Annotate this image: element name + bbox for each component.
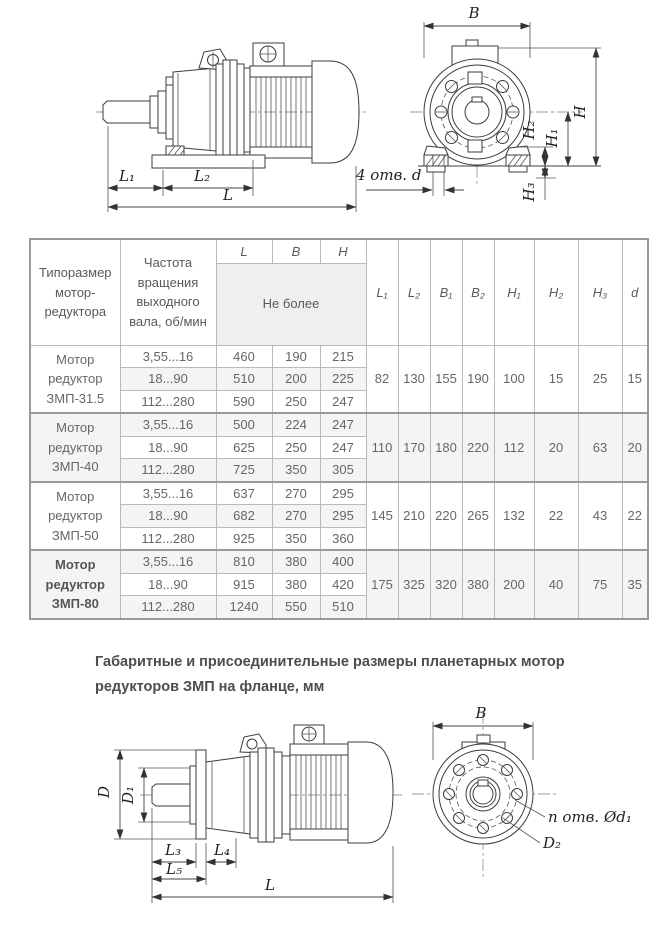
h-cell: 400 bbox=[320, 550, 366, 573]
l-cell: 915 bbox=[216, 573, 272, 596]
l-cell: 925 bbox=[216, 527, 272, 550]
dim-value-cell: 380 bbox=[462, 550, 494, 619]
dim-value-cell: 325 bbox=[398, 550, 430, 619]
h-cell: 225 bbox=[320, 368, 366, 391]
header-b: B bbox=[272, 239, 320, 263]
dim-label-h: H bbox=[571, 105, 589, 119]
header-typesize: Типоразмер мотор-редуктора bbox=[30, 239, 120, 345]
dim-value-cell: 100 bbox=[494, 345, 534, 413]
speed-cell: 112...280 bbox=[120, 527, 216, 550]
b-cell: 270 bbox=[272, 505, 320, 528]
h-cell: 295 bbox=[320, 505, 366, 528]
header-b1: B₁ bbox=[430, 239, 462, 345]
b-cell: 250 bbox=[272, 390, 320, 413]
l-cell: 500 bbox=[216, 413, 272, 436]
dim-label-h3: H₃ bbox=[520, 182, 538, 202]
header-not-more: Не более bbox=[216, 263, 366, 345]
header-h3: H₃ bbox=[578, 239, 622, 345]
group-label: Мотор редуктор ЗМП-40 bbox=[30, 413, 120, 482]
speed-cell: 112...280 bbox=[120, 390, 216, 413]
speed-cell: 3,55...16 bbox=[120, 550, 216, 573]
dim-value-cell: 63 bbox=[578, 413, 622, 482]
b-cell: 350 bbox=[272, 527, 320, 550]
header-h1: H₁ bbox=[494, 239, 534, 345]
dim-value-cell: 75 bbox=[578, 550, 622, 619]
group-label: Мотор редуктор ЗМП-80 bbox=[30, 550, 120, 619]
dim-value-cell: 20 bbox=[622, 413, 648, 482]
dim-label-d1: D₁ bbox=[119, 785, 137, 805]
header-d: d bbox=[622, 239, 648, 345]
dim-label-l1: L₁ bbox=[119, 167, 135, 185]
header-h2: H₂ bbox=[534, 239, 578, 345]
speed-cell: 3,55...16 bbox=[120, 413, 216, 436]
dim-label-b: B bbox=[468, 4, 480, 22]
dim-value-cell: 220 bbox=[462, 413, 494, 482]
b-cell: 224 bbox=[272, 413, 320, 436]
dim-value-cell: 22 bbox=[534, 482, 578, 551]
speed-cell: 18...90 bbox=[120, 436, 216, 459]
b-cell: 380 bbox=[272, 550, 320, 573]
dim-value-cell: 112 bbox=[494, 413, 534, 482]
l-cell: 625 bbox=[216, 436, 272, 459]
dim-label-l4: L₄ bbox=[214, 841, 230, 859]
dim-value-cell: 200 bbox=[494, 550, 534, 619]
h-cell: 247 bbox=[320, 413, 366, 436]
dim-value-cell: 43 bbox=[578, 482, 622, 551]
speed-cell: 112...280 bbox=[120, 596, 216, 619]
b-cell: 550 bbox=[272, 596, 320, 619]
h-cell: 420 bbox=[320, 573, 366, 596]
group-label: Мотор редуктор ЗМП-50 bbox=[30, 482, 120, 551]
b-cell: 380 bbox=[272, 573, 320, 596]
dim-label-l-bottom: L bbox=[265, 876, 275, 894]
dim-value-cell: 190 bbox=[462, 345, 494, 413]
h-cell: 360 bbox=[320, 527, 366, 550]
dim-value-cell: 132 bbox=[494, 482, 534, 551]
dim-value-cell: 25 bbox=[578, 345, 622, 413]
h-cell: 247 bbox=[320, 390, 366, 413]
flange-caption: Габаритные и присоединительные размеры планетарных мотор редукторов ЗМП на фланце, мм bbox=[95, 654, 565, 696]
h-cell: 215 bbox=[320, 345, 366, 368]
dim-value-cell: 15 bbox=[534, 345, 578, 413]
l-cell: 1240 bbox=[216, 596, 272, 619]
dim-value-cell: 170 bbox=[398, 413, 430, 482]
dim-label-n-holes: n отв. Ød₁ bbox=[548, 808, 632, 826]
dim-value-cell: 40 bbox=[534, 550, 578, 619]
dim-value-cell: 130 bbox=[398, 345, 430, 413]
dim-label-4-holes: 4 отв. d bbox=[356, 166, 422, 184]
dim-label-b-bottom: B bbox=[475, 704, 487, 722]
dim-value-cell: 155 bbox=[430, 345, 462, 413]
dimensions-table bbox=[29, 238, 649, 620]
dim-value-cell: 180 bbox=[430, 413, 462, 482]
b-cell: 270 bbox=[272, 482, 320, 505]
h-cell: 305 bbox=[320, 459, 366, 482]
dim-value-cell: 145 bbox=[366, 482, 398, 551]
dim-value-cell: 20 bbox=[534, 413, 578, 482]
dim-value-cell: 110 bbox=[366, 413, 398, 482]
header-l2: L₂ bbox=[398, 239, 430, 345]
b-cell: 250 bbox=[272, 436, 320, 459]
group-label: Мотор редуктор ЗМП-31.5 bbox=[30, 345, 120, 413]
header-l: L bbox=[216, 239, 272, 263]
dim-value-cell: 15 bbox=[622, 345, 648, 413]
motor-front-view-flange bbox=[412, 712, 632, 878]
l-cell: 460 bbox=[216, 345, 272, 368]
dim-value-cell: 220 bbox=[430, 482, 462, 551]
speed-cell: 3,55...16 bbox=[120, 345, 216, 368]
dim-label-l3: L₃ bbox=[165, 841, 181, 859]
h-cell: 247 bbox=[320, 436, 366, 459]
speed-cell: 18...90 bbox=[120, 573, 216, 596]
speed-cell: 18...90 bbox=[120, 368, 216, 391]
l-cell: 682 bbox=[216, 505, 272, 528]
motor-side-view-flange bbox=[140, 725, 402, 843]
dim-label-d2: D₂ bbox=[543, 834, 562, 852]
header-b2: B₂ bbox=[462, 239, 494, 345]
dim-label-d: D bbox=[95, 785, 113, 799]
h-cell: 295 bbox=[320, 482, 366, 505]
l-cell: 725 bbox=[216, 459, 272, 482]
motor-side-view-foot bbox=[96, 43, 368, 168]
l-cell: 810 bbox=[216, 550, 272, 573]
header-h: H bbox=[320, 239, 366, 263]
b-cell: 350 bbox=[272, 459, 320, 482]
dim-value-cell: 35 bbox=[622, 550, 648, 619]
dim-label-h1: H₁ bbox=[543, 128, 561, 148]
dim-value-cell: 175 bbox=[366, 550, 398, 619]
b-cell: 200 bbox=[272, 368, 320, 391]
dim-value-cell: 265 bbox=[462, 482, 494, 551]
speed-cell: 3,55...16 bbox=[120, 482, 216, 505]
dim-value-cell: 22 bbox=[622, 482, 648, 551]
bottom-technical-drawing bbox=[0, 700, 670, 915]
h-cell: 510 bbox=[320, 596, 366, 619]
header-l1: L₁ bbox=[366, 239, 398, 345]
dim-label-l2: L₂ bbox=[194, 167, 210, 185]
dim-label-l: L bbox=[223, 186, 233, 204]
dim-value-cell: 82 bbox=[366, 345, 398, 413]
b-cell: 190 bbox=[272, 345, 320, 368]
header-speed: Частота вращения выходного вала, об/мин bbox=[120, 239, 216, 345]
l-cell: 510 bbox=[216, 368, 272, 391]
l-cell: 590 bbox=[216, 390, 272, 413]
dim-value-cell: 210 bbox=[398, 482, 430, 551]
l-cell: 637 bbox=[216, 482, 272, 505]
dim-label-h2: H₂ bbox=[520, 120, 538, 140]
dim-value-cell: 320 bbox=[430, 550, 462, 619]
top-technical-drawing bbox=[0, 0, 670, 232]
speed-cell: 112...280 bbox=[120, 459, 216, 482]
speed-cell: 18...90 bbox=[120, 505, 216, 528]
dim-label-l5: L₅ bbox=[166, 860, 182, 878]
